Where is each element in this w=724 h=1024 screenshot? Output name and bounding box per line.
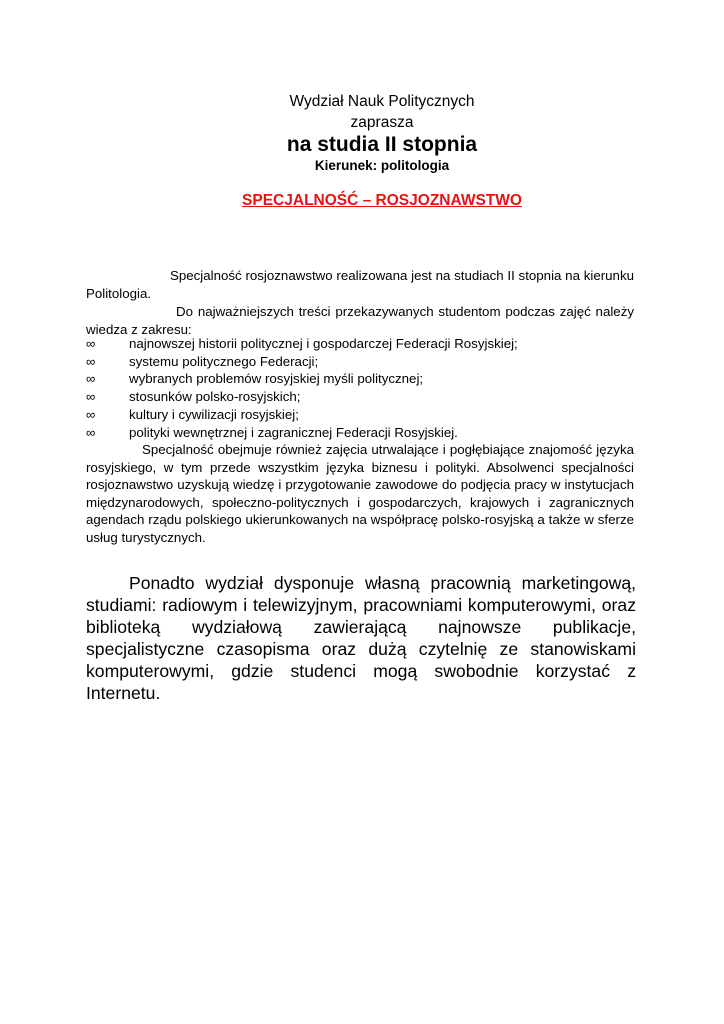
infinity-bullet-icon: ∞ xyxy=(86,336,96,351)
content-intro-paragraph: Do najważniejszych treści przekazywanych studentom podczas zajęć należy wiedza z zakresu: xyxy=(86,304,634,337)
infinity-bullet-icon: ∞ xyxy=(86,406,96,422)
list-item xyxy=(86,370,634,388)
list-item-text: systemu politycznego Federacji; xyxy=(129,353,319,369)
specialty-description-paragraph: Specjalność obejmuje również zajęcia utrwalające i pogłębiające znajomość języka rosyjskiego, w tym przede wszystkim języka biznesu i polityki. Absolwenci specjalności rosjoznawstwo uzyskują wiedzę i przygotowanie zawodowe do podjęcia pracy w instytucjach międzynarodowych, społeczno-politycznych i gospodarczych, krajowych i zagranicznych agendach rządu polskiego ukierunkowanych na współpracę polsko-rosyjską a także w sferze usług turystycznych. xyxy=(86,442,634,545)
direction-line: Kierunek: politologia xyxy=(314,158,450,173)
infinity-bullet-icon: ∞ xyxy=(86,371,96,387)
topics-list xyxy=(86,335,634,441)
faculty-name: Wydział Nauk Politycznych xyxy=(289,93,475,110)
list-item-text: najnowszej historii politycznej i gospodarczej Federacji Rosyjskiej; xyxy=(129,336,518,351)
degree-heading: na studia II stopnia xyxy=(286,133,478,156)
list-item xyxy=(86,388,634,406)
infinity-bullet-icon: ∞ xyxy=(86,353,96,369)
list-item-text: wybranych problemów rosyjskiej myśli politycznej; xyxy=(129,371,424,387)
list-item-text: kultury i cywilizacji rosyjskiej; xyxy=(129,406,299,422)
infinity-bullet-icon: ∞ xyxy=(86,424,96,440)
list-item xyxy=(86,424,634,442)
list-item xyxy=(86,335,634,353)
list-item-text: polityki wewnętrznej i zagranicznej Federacji Rosyjskiej. xyxy=(129,424,458,440)
list-item xyxy=(86,406,634,424)
list-item-text: stosunków polsko-rosyjskich; xyxy=(129,389,301,405)
facilities-paragraph: Ponadto wydział dysponuje własną pracownią marketingową, studiami: radiowym i telewizyjnym, pracowniami komputerowymi, oraz biblioteką wydziałową zawierającą najnowsze publikacje, specjalistyczne czasopisma oraz dużą czytelnię ze stanowiskami komputerowymi, gdzie studenci mogą swobodnie korzystać z Internetu. xyxy=(86,573,636,703)
infinity-bullet-icon: ∞ xyxy=(86,389,96,405)
specialty-heading: SPECJALNOŚĆ – ROSJOZNAWSTWO xyxy=(242,192,522,209)
invitation-line: zaprasza xyxy=(350,114,414,131)
list-item xyxy=(86,353,634,371)
intro-paragraph: Specjalność rosjoznawstwo realizowana jest na studiach II stopnia na kierunku Politologia. xyxy=(86,268,634,301)
